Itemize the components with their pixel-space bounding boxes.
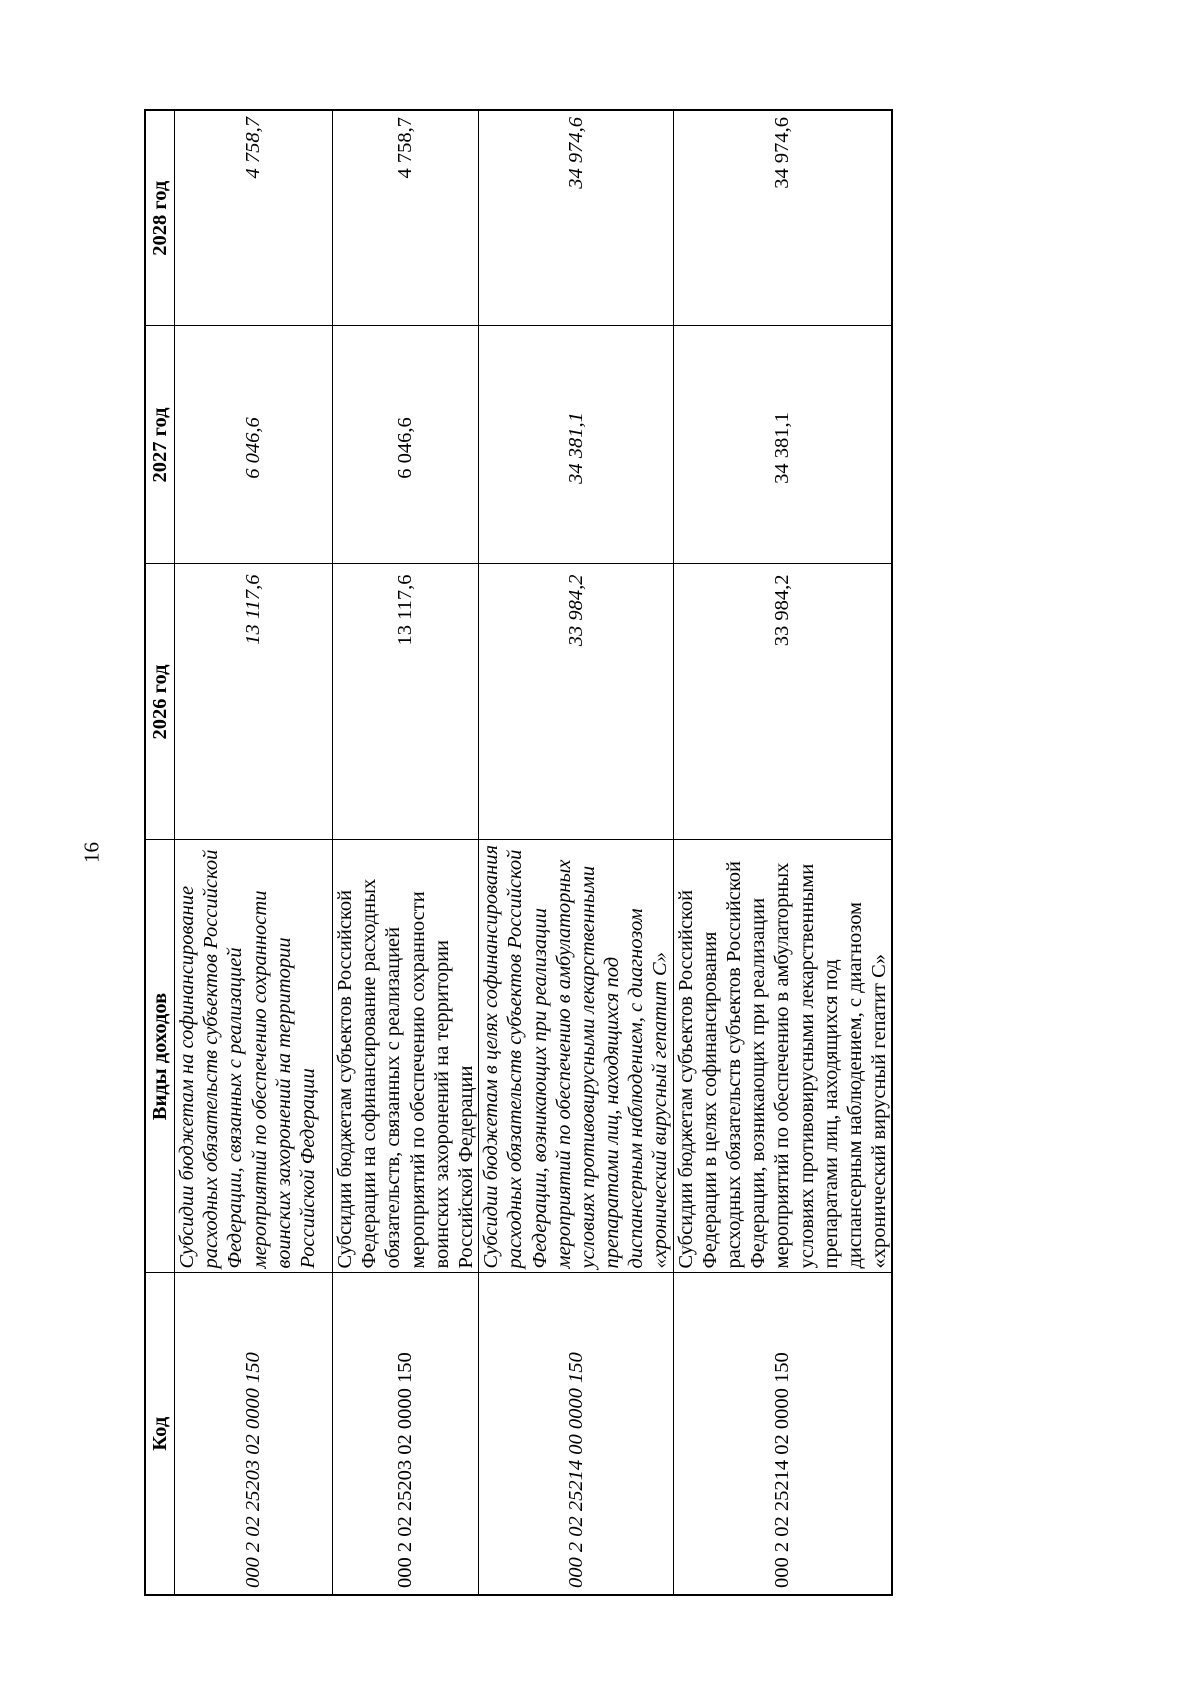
table-row: [479, 110, 674, 1595]
table-row: [175, 110, 333, 1595]
row-code: 000 2 02 25203 02 0000 150: [333, 1273, 479, 1595]
header-2026: 2026 год: [145, 564, 175, 840]
table-row: [673, 110, 892, 1595]
row-value-2026: 33 984,2: [479, 564, 674, 840]
row-value-2027: 6 046,6: [175, 326, 333, 564]
table-header-row: [145, 110, 175, 1595]
row-code: 000 2 02 25203 02 0000 150: [175, 1273, 333, 1595]
table-row: [333, 110, 479, 1595]
header-2028: 2028 год: [145, 110, 175, 326]
row-description: Субсидии бюджетам субъектов Российской Федерации на софинансирование расходных обязательств, связанных с реализацией мероприятий по обеспечению сохранности воинских захоронений на территории Российской Федерации: [333, 840, 479, 1273]
row-value-2028: 4 758,7: [175, 110, 333, 326]
row-code: 000 2 02 25214 00 0000 150: [479, 1273, 674, 1595]
row-value-2027: 34 381,1: [673, 326, 892, 564]
row-value-2027: 34 381,1: [479, 326, 674, 564]
row-description: Субсидии бюджетам в целях софинансирования расходных обязательств субъектов Российской Федерации, возникающих при реализации мероприятий по обеспечению в амбулаторных условиях противовирусными лекарственными препаратами лиц, находящихся под диспансерным наблюдением, с диагнозом «хронический вирусный гепатит С»: [479, 840, 674, 1273]
row-value-2028: 34 974,6: [479, 110, 674, 326]
header-code: Код: [145, 1273, 175, 1595]
header-2027: 2027 год: [145, 326, 175, 564]
row-value-2026: 13 117,6: [333, 564, 479, 840]
row-description: Субсидии бюджетам на софинансирование расходных обязательств субъектов Российской Федерации, связанных с реализацией мероприятий по обеспечению сохранности воинских захоронений на территории Российской Федерации: [175, 840, 333, 1273]
row-value-2026: 33 984,2: [673, 564, 892, 840]
row-value-2027: 6 046,6: [333, 326, 479, 564]
page-number: 16: [79, 842, 104, 863]
header-kind: Виды доходов: [145, 840, 175, 1273]
row-code: 000 2 02 25214 02 0000 150: [673, 1273, 892, 1595]
row-description: Субсидии бюджетам субъектов Российской Федерации в целях софинансирования расходных обязательств субъектов Российской Федерации, возникающих при реализации мероприятий по обеспечению в амбулаторных условиях противовирусными лекарственными препаратами лиц, находящихся под диспансерным наблюдением, с диагнозом «хронический вирусный гепатит С»: [673, 840, 892, 1273]
row-value-2026: 13 117,6: [175, 564, 333, 840]
revenue-table: [144, 109, 893, 1596]
row-value-2028: 34 974,6: [673, 110, 892, 326]
rotated-table-container: [144, 111, 891, 1596]
row-value-2028: 4 758,7: [333, 110, 479, 326]
